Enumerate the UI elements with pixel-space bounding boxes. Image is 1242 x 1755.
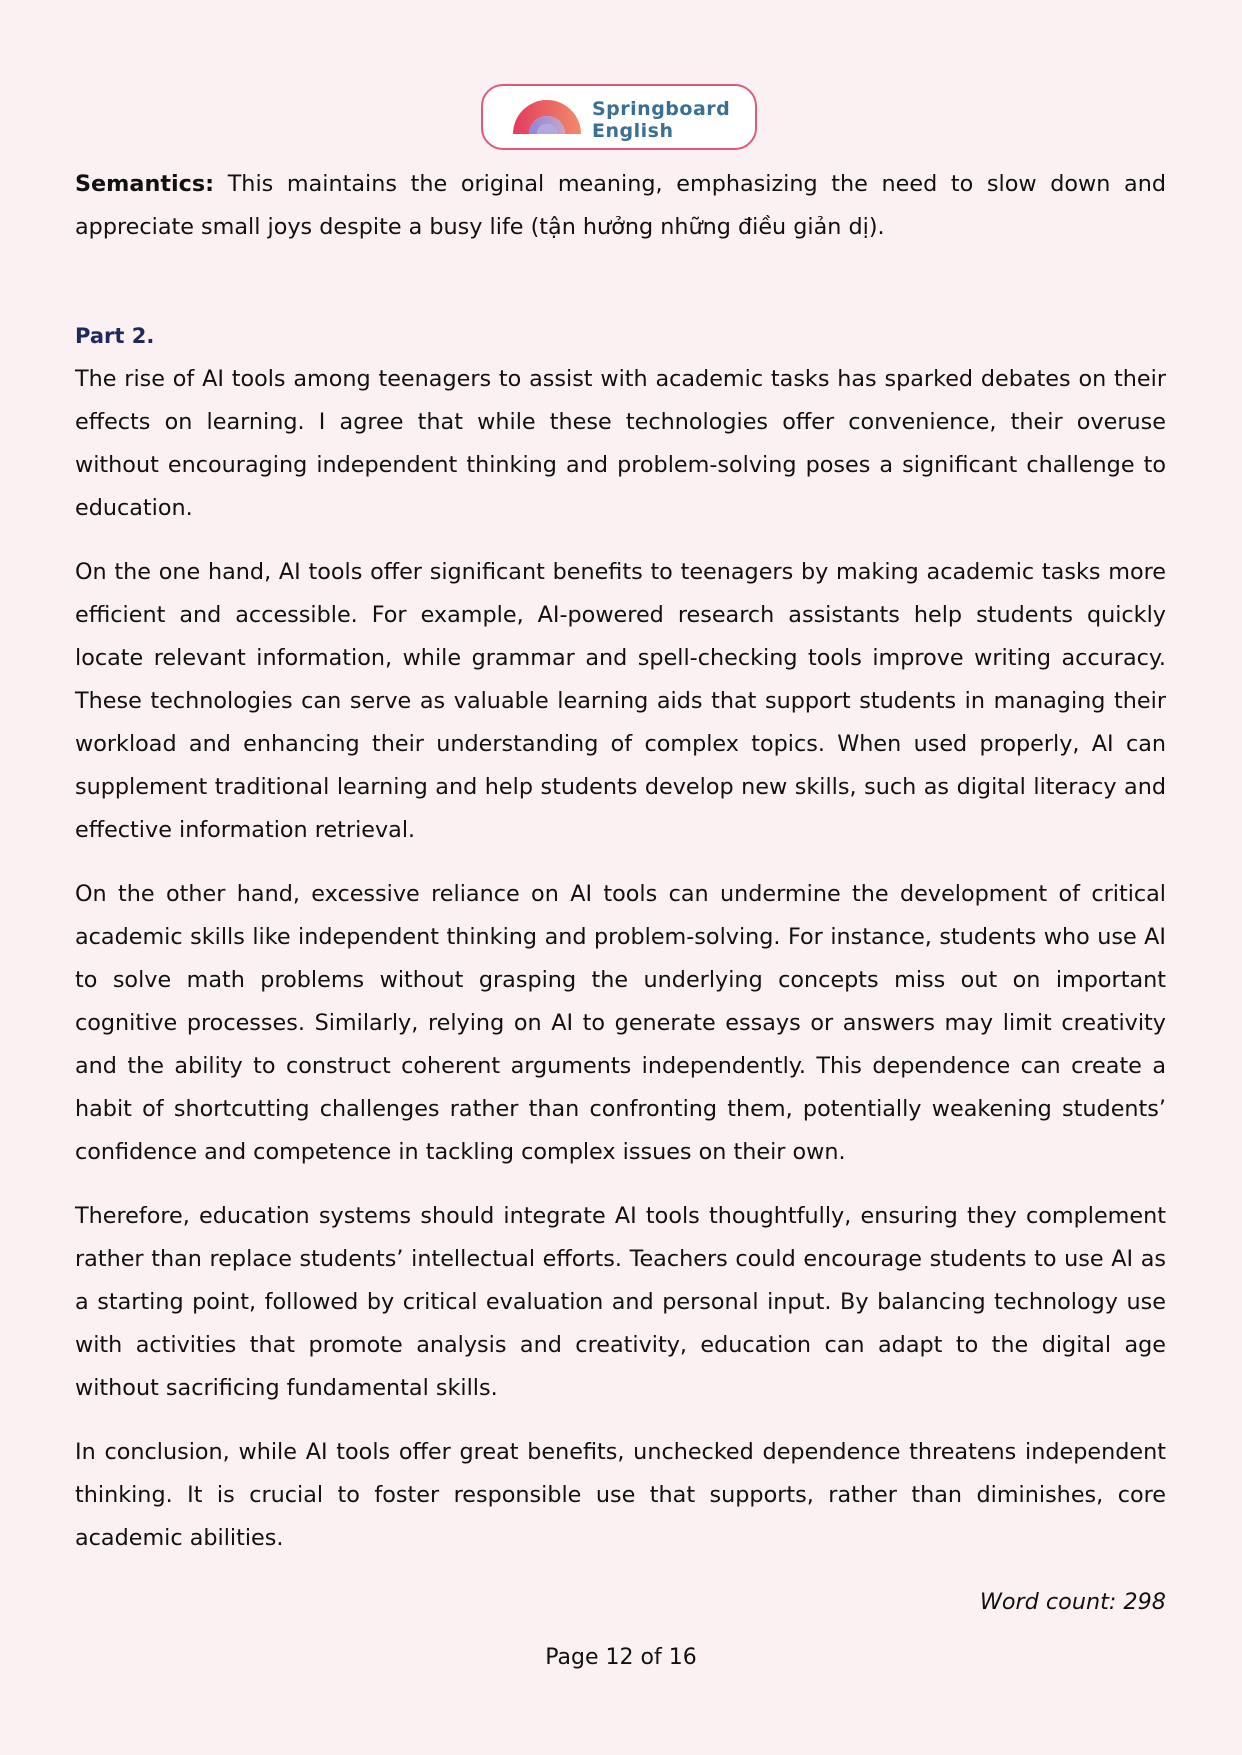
semantics-text: This maintains the original meaning, emphasizing the need to slow down and appreciate small joys despite a busy life (tận hưởng những điều giản dị). xyxy=(75,171,1166,240)
page-number: Page 12 of 16 xyxy=(545,1645,697,1670)
logo-text-springboard: Springboard xyxy=(592,98,731,120)
essay-paragraph-intro: The rise of AI tools among teenagers to assist with academic tasks has sparked debates on their effects on learning. I agree that while these technologies offer convenience, their overuse without encouraging independent thinking and problem-solving poses a significant challenge to education. xyxy=(75,366,1166,521)
word-count: Word count: 298 xyxy=(979,1589,1166,1615)
document-body xyxy=(75,163,1166,1624)
logo-text-english: English xyxy=(592,120,674,142)
section-spacer xyxy=(75,249,1166,315)
essay-paragraph-drawbacks: On the other hand, excessive reliance on AI tools can undermine the development of critical academic skills like independent thinking and problem-solving. For instance, students who use AI to solve math problems without grasping the underlying concepts miss out on important cognitive processes. Similarly, relying on AI to generate essays or answers may limit creativity and the ability to construct coherent arguments independently. This dependence can create a habit of shortcutting challenges rather than confronting them, potentially weakening students’ confidence and competence in tackling complex issues on their own. xyxy=(75,881,1166,1165)
essay-paragraph-conclusion: In conclusion, while AI tools offer great benefits, unchecked dependence threatens independent thinking. It is crucial to foster responsible use that supports, rather than diminishes, core academic abilities. xyxy=(75,1439,1166,1551)
rainbow-arc-icon xyxy=(511,100,583,134)
semantics-label: Semantics: xyxy=(75,171,215,197)
springboard-english-logo xyxy=(481,84,757,150)
essay-paragraph-benefits: On the one hand, AI tools offer significant benefits to teenagers by making academic tasks more efficient and accessible. For example, AI-powered research assistants help students quickly locate relevant information, while grammar and spell-checking tools improve writing accuracy. These technologies can serve as valuable learning aids that support students in managing their workload and enhancing their understanding of complex topics. When used properly, AI can supplement traditional learning and help students develop new skills, such as digital literacy and effective information retrieval. xyxy=(75,559,1166,843)
essay-paragraph-solution: Therefore, education systems should integrate AI tools thoughtfully, ensuring they complement rather than replace students’ intellectual efforts. Teachers could encourage students to use AI as a starting point, followed by critical evaluation and personal input. By balancing technology use with activities that promote analysis and creativity, education can adapt to the digital age without sacrificing fundamental skills. xyxy=(75,1203,1166,1401)
part-2-heading: Part 2. xyxy=(75,324,155,348)
semantics-paragraph xyxy=(75,163,1166,249)
